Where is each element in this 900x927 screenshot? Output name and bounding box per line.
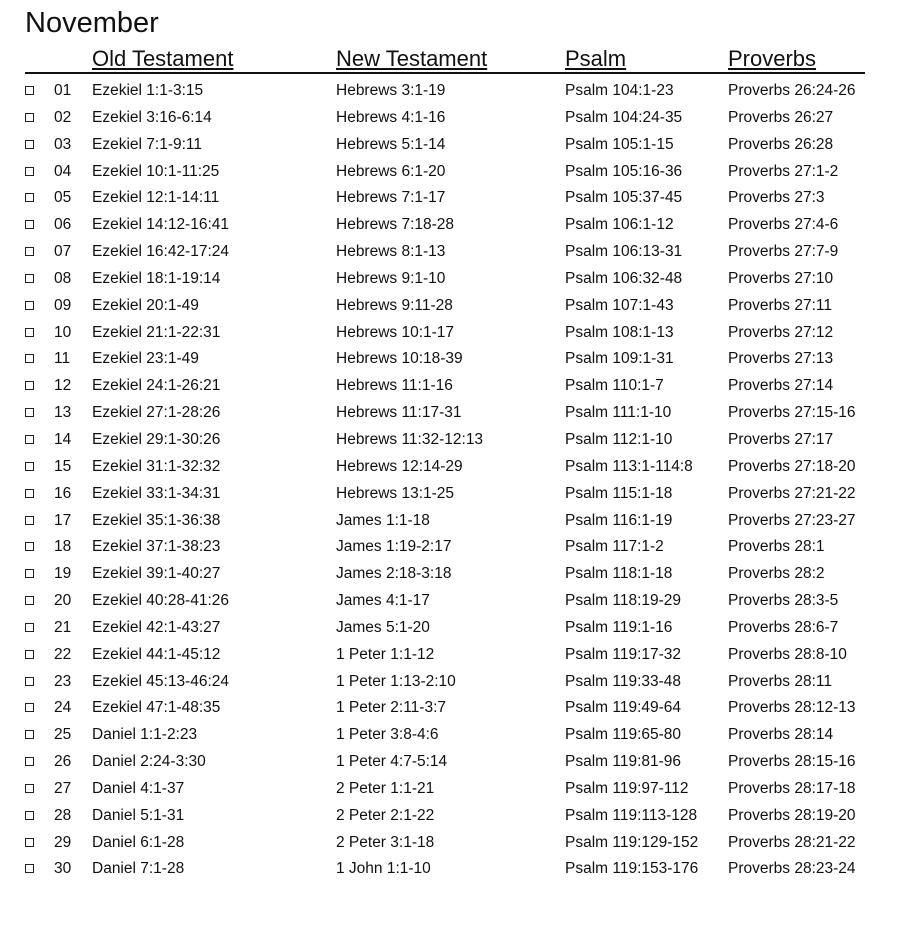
checkbox[interactable]: [25, 113, 34, 122]
reading-row: [25, 830, 875, 857]
proverbs-reading: Proverbs 27:3: [728, 189, 825, 207]
proverbs-reading: Proverbs 27:18-20: [728, 457, 856, 475]
day-number: 07: [54, 243, 72, 261]
psalm-reading: Psalm 105:37-45: [565, 189, 683, 207]
reading-row: [25, 78, 875, 105]
reading-row: [25, 293, 875, 320]
psalm-reading: Psalm 105:16-36: [565, 162, 683, 180]
checkbox[interactable]: [25, 193, 34, 202]
checkbox[interactable]: [25, 167, 34, 176]
reading-row: [25, 346, 875, 373]
new-testament-reading: James 1:19-2:17: [336, 538, 452, 556]
psalm-reading: Psalm 119:81-96: [565, 753, 682, 771]
new-testament-reading: 2 Peter 3:1-18: [336, 833, 435, 851]
checkbox[interactable]: [25, 408, 34, 417]
proverbs-reading: Proverbs 28:2: [728, 565, 825, 583]
old-testament-reading: Ezekiel 45:13-46:24: [92, 672, 230, 690]
header-new-testament-label: New Testament: [336, 46, 488, 71]
proverbs-reading: Proverbs 27:12: [728, 323, 834, 341]
day-number: 06: [54, 216, 72, 234]
old-testament-reading: Ezekiel 21:1-22:31: [92, 323, 221, 341]
reading-row: [25, 722, 875, 749]
checkbox[interactable]: [25, 650, 34, 659]
new-testament-reading: 1 Peter 4:7-5:14: [336, 753, 448, 771]
day-number: 05: [54, 189, 72, 207]
proverbs-reading: Proverbs 26:27: [728, 108, 834, 126]
new-testament-reading: Hebrews 8:1-13: [336, 243, 446, 261]
psalm-reading: Psalm 113:1-114:8: [565, 457, 693, 475]
proverbs-reading: Proverbs 28:21-22: [728, 833, 856, 851]
checkbox[interactable]: [25, 86, 34, 95]
new-testament-reading: 2 Peter 1:1-21: [336, 779, 435, 797]
checkbox[interactable]: [25, 247, 34, 256]
psalm-reading: Psalm 104:1-23: [565, 82, 674, 99]
day-number: 28: [54, 806, 72, 824]
proverbs-reading: Proverbs 28:23-24: [728, 860, 856, 878]
new-testament-reading: Hebrews 10:18-39: [336, 350, 463, 368]
psalm-reading: Psalm 118:1-18: [565, 565, 673, 583]
reading-list: [25, 78, 875, 883]
header-old-testament-label: Old Testament: [92, 46, 234, 71]
new-testament-reading: Hebrews 13:1-25: [336, 484, 455, 502]
day-number: 03: [54, 135, 72, 153]
day-number: 17: [54, 511, 72, 529]
reading-row: [25, 561, 875, 588]
proverbs-reading: Proverbs 26:24-26: [728, 82, 856, 99]
old-testament-reading: Ezekiel 37:1-38:23: [92, 538, 221, 556]
checkbox[interactable]: [25, 381, 34, 390]
old-testament-reading: Ezekiel 40:28-41:26: [92, 592, 230, 610]
new-testament-reading: 1 Peter 3:8-4:6: [336, 726, 439, 744]
checkbox[interactable]: [25, 328, 34, 337]
psalm-reading: Psalm 111:1-10: [565, 404, 672, 422]
new-testament-reading: Hebrews 7:1-17: [336, 189, 446, 207]
day-number: 30: [54, 860, 72, 878]
new-testament-reading: James 5:1-20: [336, 618, 430, 636]
checkbox[interactable]: [25, 140, 34, 149]
reading-row: [25, 588, 875, 615]
checkbox[interactable]: [25, 784, 34, 793]
psalm-reading: Psalm 106:32-48: [565, 269, 683, 287]
new-testament-reading: Hebrews 5:1-14: [336, 135, 446, 153]
month-title: November: [25, 7, 159, 39]
day-number: 13: [54, 404, 72, 422]
reading-row: [25, 159, 875, 186]
psalm-reading: Psalm 119:1-16: [565, 618, 673, 636]
checkbox[interactable]: [25, 462, 34, 471]
new-testament-reading: Hebrews 12:14-29: [336, 457, 463, 475]
proverbs-reading: Proverbs 28:8-10: [728, 645, 847, 663]
checkbox[interactable]: [25, 730, 34, 739]
checkbox[interactable]: [25, 542, 34, 551]
old-testament-reading: Ezekiel 33:1-34:31: [92, 484, 221, 502]
header-psalm: [565, 45, 626, 73]
day-number: 19: [54, 565, 72, 583]
header-new-testament: [336, 45, 487, 73]
header-proverbs-label: Proverbs: [728, 46, 817, 71]
day-number: 01: [54, 82, 72, 99]
new-testament-reading: Hebrews 9:1-10: [336, 269, 446, 287]
checkbox[interactable]: [25, 757, 34, 766]
reading-row: [25, 481, 875, 508]
day-number: 25: [54, 726, 72, 744]
checkbox[interactable]: [25, 516, 34, 525]
reading-row: [25, 266, 875, 293]
reading-row: [25, 856, 875, 883]
new-testament-reading: 1 John 1:1-10: [336, 860, 431, 878]
new-testament-reading: 1 Peter 1:13-2:10: [336, 672, 456, 690]
psalm-reading: Psalm 119:17-32: [565, 645, 682, 663]
reading-row: [25, 508, 875, 535]
reading-row: [25, 373, 875, 400]
proverbs-reading: Proverbs 26:28: [728, 135, 834, 153]
proverbs-reading: Proverbs 27:17: [728, 430, 834, 448]
psalm-reading: Psalm 117:1-2: [565, 538, 664, 556]
day-number: 22: [54, 645, 72, 663]
proverbs-reading: Proverbs 27:21-22: [728, 484, 856, 502]
proverbs-reading: Proverbs 28:19-20: [728, 806, 856, 824]
day-number: 20: [54, 592, 72, 610]
psalm-reading: Psalm 106:1-12: [565, 216, 674, 234]
proverbs-reading: Proverbs 28:14: [728, 726, 834, 744]
day-number: 26: [54, 753, 72, 771]
old-testament-reading: Daniel 7:1-28: [92, 860, 185, 878]
proverbs-reading: Proverbs 27:14: [728, 377, 834, 395]
day-number: 14: [54, 430, 72, 448]
day-number: 16: [54, 484, 72, 502]
reading-row: [25, 803, 875, 830]
new-testament-reading: James 4:1-17: [336, 592, 430, 610]
day-number: 12: [54, 377, 72, 395]
psalm-reading: Psalm 105:1-15: [565, 135, 674, 153]
proverbs-reading: Proverbs 28:15-16: [728, 753, 856, 771]
old-testament-reading: Ezekiel 16:42-17:24: [92, 243, 230, 261]
psalm-reading: Psalm 104:24-35: [565, 108, 683, 126]
day-number: 02: [54, 108, 72, 126]
new-testament-reading: Hebrews 11:17-31: [336, 404, 462, 422]
proverbs-reading: Proverbs 28:12-13: [728, 699, 856, 717]
psalm-reading: Psalm 109:1-31: [565, 350, 674, 368]
reading-row: [25, 239, 875, 266]
checkbox[interactable]: [25, 703, 34, 712]
reading-row: [25, 776, 875, 803]
old-testament-reading: Ezekiel 39:1-40:27: [92, 565, 221, 583]
reading-row: [25, 615, 875, 642]
psalm-reading: Psalm 119:65-80: [565, 726, 682, 744]
proverbs-reading: Proverbs 27:13: [728, 350, 834, 368]
checkbox[interactable]: [25, 569, 34, 578]
proverbs-reading: Proverbs 28:11: [728, 672, 832, 690]
day-number: 18: [54, 538, 72, 556]
day-number: 21: [54, 618, 72, 636]
day-number: 27: [54, 779, 72, 797]
proverbs-reading: Proverbs 28:3-5: [728, 592, 839, 610]
checkbox[interactable]: [25, 489, 34, 498]
proverbs-reading: Proverbs 28:1: [728, 538, 825, 556]
checkbox[interactable]: [25, 435, 34, 444]
new-testament-reading: 2 Peter 2:1-22: [336, 806, 435, 824]
psalm-reading: Psalm 119:33-48: [565, 672, 682, 690]
reading-row: [25, 320, 875, 347]
reading-row: [25, 749, 875, 776]
day-number: 11: [54, 350, 71, 368]
day-number: 23: [54, 672, 72, 690]
checkbox[interactable]: [25, 838, 34, 847]
psalm-reading: Psalm 119:129-152: [565, 833, 699, 851]
reading-row: [25, 185, 875, 212]
day-number: 09: [54, 296, 72, 314]
reading-row: [25, 454, 875, 481]
checkbox[interactable]: [25, 596, 34, 605]
reading-row: [25, 132, 875, 159]
reading-row: [25, 695, 875, 722]
old-testament-reading: Daniel 2:24-3:30: [92, 753, 206, 771]
old-testament-reading: Ezekiel 35:1-36:38: [92, 511, 221, 529]
reading-row: [25, 105, 875, 132]
new-testament-reading: James 2:18-3:18: [336, 565, 452, 583]
old-testament-reading: Ezekiel 10:1-11:25: [92, 162, 220, 180]
old-testament-reading: Ezekiel 20:1-49: [92, 296, 199, 314]
proverbs-reading: Proverbs 27:15-16: [728, 404, 856, 422]
proverbs-reading: Proverbs 27:11: [728, 296, 832, 314]
psalm-reading: Psalm 119:97-112: [565, 779, 689, 797]
old-testament-reading: Ezekiel 14:12-16:41: [92, 216, 230, 234]
reading-row: [25, 534, 875, 561]
reading-row: [25, 642, 875, 669]
old-testament-reading: Ezekiel 42:1-43:27: [92, 618, 221, 636]
proverbs-reading: Proverbs 27:10: [728, 269, 834, 287]
psalm-reading: Psalm 119:153-176: [565, 860, 699, 878]
day-number: 10: [54, 323, 72, 341]
new-testament-reading: Hebrews 4:1-16: [336, 108, 446, 126]
header-proverbs: [728, 45, 816, 73]
checkbox[interactable]: [25, 354, 34, 363]
new-testament-reading: 1 Peter 1:1-12: [336, 645, 435, 663]
old-testament-reading: Daniel 1:1-2:23: [92, 726, 198, 744]
header-old-testament: [92, 45, 233, 73]
day-number: 29: [54, 833, 72, 851]
proverbs-reading: Proverbs 28:6-7: [728, 618, 839, 636]
psalm-reading: Psalm 118:19-29: [565, 592, 682, 610]
psalm-reading: Psalm 110:1-7: [565, 377, 664, 395]
old-testament-reading: Ezekiel 12:1-14:11: [92, 189, 220, 207]
day-number: 15: [54, 457, 72, 475]
reading-row: [25, 400, 875, 427]
old-testament-reading: Ezekiel 18:1-19:14: [92, 269, 221, 287]
proverbs-reading: Proverbs 27:1-2: [728, 162, 839, 180]
psalm-reading: Psalm 112:1-10: [565, 430, 673, 448]
psalm-reading: Psalm 119:113-128: [565, 806, 698, 824]
new-testament-reading: Hebrews 10:1-17: [336, 323, 455, 341]
reading-row: [25, 212, 875, 239]
day-number: 24: [54, 699, 72, 717]
old-testament-reading: Ezekiel 27:1-28:26: [92, 404, 221, 422]
proverbs-reading: Proverbs 27:7-9: [728, 243, 839, 261]
old-testament-reading: Daniel 5:1-31: [92, 806, 185, 824]
psalm-reading: Psalm 107:1-43: [565, 296, 674, 314]
old-testament-reading: Daniel 6:1-28: [92, 833, 185, 851]
checkbox[interactable]: [25, 220, 34, 229]
proverbs-reading: Proverbs 27:23-27: [728, 511, 856, 529]
new-testament-reading: Hebrews 9:11-28: [336, 296, 453, 314]
checkbox[interactable]: [25, 623, 34, 632]
psalm-reading: Psalm 119:49-64: [565, 699, 682, 717]
checkbox[interactable]: [25, 811, 34, 820]
old-testament-reading: Ezekiel 47:1-48:35: [92, 699, 221, 717]
old-testament-reading: Ezekiel 23:1-49: [92, 350, 199, 368]
new-testament-reading: James 1:1-18: [336, 511, 430, 529]
proverbs-reading: Proverbs 28:17-18: [728, 779, 856, 797]
psalm-reading: Psalm 116:1-19: [565, 511, 673, 529]
old-testament-reading: Ezekiel 7:1-9:11: [92, 135, 202, 153]
column-header-row: [25, 45, 865, 74]
new-testament-reading: Hebrews 7:18-28: [336, 216, 455, 234]
day-number: 08: [54, 269, 72, 287]
psalm-reading: Psalm 115:1-18: [565, 484, 673, 502]
new-testament-reading: 1 Peter 2:11-3:7: [336, 699, 447, 717]
psalm-reading: Psalm 106:13-31: [565, 243, 683, 261]
new-testament-reading: Hebrews 11:32-12:13: [336, 430, 484, 448]
psalm-reading: Psalm 108:1-13: [565, 323, 674, 341]
checkbox[interactable]: [25, 677, 34, 686]
checkbox[interactable]: [25, 864, 34, 873]
checkbox[interactable]: [25, 274, 34, 283]
reading-row: [25, 669, 875, 696]
new-testament-reading: Hebrews 3:1-19: [336, 82, 446, 99]
day-number: 04: [54, 162, 72, 180]
reading-row: [25, 427, 875, 454]
old-testament-reading: Ezekiel 29:1-30:26: [92, 430, 221, 448]
old-testament-reading: Ezekiel 3:16-6:14: [92, 108, 212, 126]
old-testament-reading: Ezekiel 24:1-26:21: [92, 377, 221, 395]
old-testament-reading: Ezekiel 1:1-3:15: [92, 82, 204, 99]
header-psalm-label: Psalm: [565, 46, 627, 71]
old-testament-reading: Ezekiel 44:1-45:12: [92, 645, 221, 663]
new-testament-reading: Hebrews 11:1-16: [336, 377, 453, 395]
old-testament-reading: Daniel 4:1-37: [92, 779, 185, 797]
checkbox[interactable]: [25, 301, 34, 310]
new-testament-reading: Hebrews 6:1-20: [336, 162, 446, 180]
old-testament-reading: Ezekiel 31:1-32:32: [92, 457, 221, 475]
proverbs-reading: Proverbs 27:4-6: [728, 216, 839, 234]
